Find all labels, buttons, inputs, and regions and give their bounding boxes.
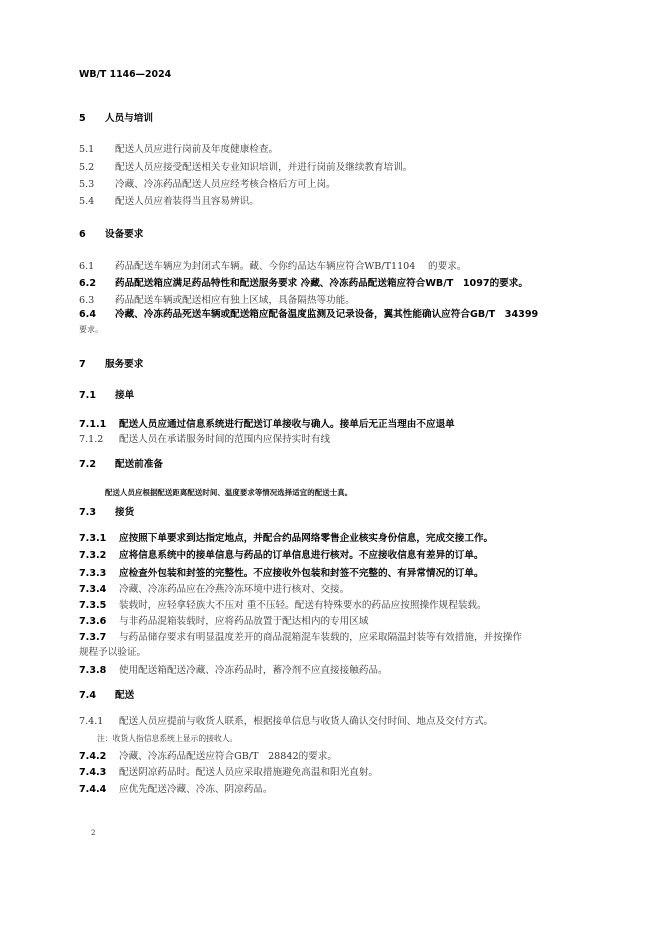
section-number: 5 — [79, 113, 86, 124]
clause-7-4-2 — [79, 751, 337, 763]
clause-text: 应优先配送冷藏、冷冻、阴凉药品。 — [119, 784, 273, 795]
clause-text: 冷藏、冷冻药品配送人员应经考核合格后方可上岗。 — [115, 179, 336, 190]
clause-number: 7.3.7 — [79, 632, 107, 643]
clause-number: 7.3.8 — [79, 665, 107, 676]
clause-6-2 — [79, 278, 528, 290]
clause-number: 5.2 — [79, 162, 95, 173]
clause-number: 7.3.4 — [79, 584, 107, 595]
clause-7-3-1 — [79, 533, 493, 545]
subsection-title: 配送前准备 — [115, 459, 163, 470]
clause-text: 冷藏、冷冻药品死送车辆或配送箱应配备温度监测及记录设备，翼其性能确认应符合GB/T 34399 — [115, 309, 539, 320]
clause-7-3-7 — [79, 632, 522, 644]
clause-7-3-7-continuation: 规程予以验证。 — [79, 647, 147, 658]
clause-number: 7.4.3 — [79, 767, 107, 778]
clause-text: 应将信息系统中的接单信息与药品的订单信息进行核对。不应接收信息有差异的订单。 — [119, 550, 484, 561]
subsection-heading-7-2 — [79, 459, 163, 471]
clause-number: 5.3 — [79, 179, 95, 190]
section-heading-6 — [79, 229, 143, 241]
clause-text: 冷藏、冷冻药品应在冷燕冷冻环境中进行核对、交接。 — [119, 584, 350, 595]
subsection-heading-7-1 — [79, 390, 134, 402]
subsection-heading-7-3 — [79, 507, 134, 519]
clause-5-2 — [79, 162, 412, 174]
section-title: 设备要求 — [105, 229, 144, 240]
clause-6-4 — [79, 309, 538, 321]
clause-5-1 — [79, 144, 278, 156]
clause-text: 与非药品混箱装载时，应将药品放置于配达相内的专用区域 — [119, 616, 369, 627]
subsection-number: 7.2 — [79, 459, 96, 470]
clause-number: 5.4 — [79, 196, 95, 207]
clause-number: 6.3 — [79, 295, 95, 306]
subsection-number: 7.1 — [79, 390, 96, 401]
clause-number: 7.1.2 — [79, 434, 104, 445]
clause-text: 装载时，应轻拿轻族大不压对 重不压轻。配送有特殊要水的药品应按照操作规程装载。 — [119, 600, 487, 611]
subsection-number: 7.4 — [79, 690, 96, 701]
clause-7-3-6 — [79, 616, 368, 628]
clause-5-4 — [79, 196, 259, 208]
clause-7-3-3 — [79, 568, 484, 580]
clause-6-4-continuation: 要求。 — [79, 325, 103, 334]
clause-number: 7.3.1 — [79, 533, 107, 544]
standard-number: WB/T 1146—2024 — [79, 69, 172, 80]
section-heading-7 — [79, 359, 143, 371]
clause-text: 配送人员应接受配送相关专业知识培训，并进行岗前及继续教育培训。 — [115, 162, 413, 173]
clause-text: 配送人员应进行岗前及年度健康检查。 — [115, 144, 279, 155]
clause-7-1-2 — [79, 434, 330, 446]
section-number: 7 — [79, 359, 86, 370]
clause-number: 6.1 — [79, 261, 95, 272]
section-title: 服务要求 — [105, 359, 144, 370]
subsection-number: 7.3 — [79, 507, 96, 518]
clause-number: 5.1 — [79, 144, 95, 155]
section-heading-5 — [79, 113, 153, 125]
clause-number: 7.3.5 — [79, 600, 107, 611]
clause-7-4-4 — [79, 784, 273, 796]
clause-text: 配送阴凉药品时。配送人员应采取措施避免高温和阳光直射。 — [119, 767, 379, 778]
clause-text: 配送人员应提前与收货人联系，根据接单信息与收货人确认交付时间、地点及交付方式。 — [119, 716, 494, 727]
clause-number: 7.4.2 — [79, 751, 107, 762]
clause-7-3-5 — [79, 600, 487, 612]
clause-text: 冷藏、冷冻药品配送应符合GB/T 28842的要求。 — [119, 751, 337, 762]
clause-text: 配送人员应着装得当且容易辨识。 — [115, 196, 259, 207]
section-number: 6 — [79, 229, 86, 240]
clause-number: 7.3.6 — [79, 616, 107, 627]
subsection-title: 接单 — [115, 390, 135, 401]
clause-7-1-1 — [79, 419, 455, 431]
clause-number: 6.2 — [79, 278, 96, 289]
clause-number: 7.4.4 — [79, 784, 107, 795]
clause-text: 配送人员在承诺服务时间的范围内应保持实时有线 — [119, 434, 331, 445]
clause-number: 7.3.2 — [79, 550, 107, 561]
clause-number: 7.3.3 — [79, 568, 107, 579]
page-number: 2 — [91, 829, 96, 837]
clause-text: 应检查外包装和封签的完整性。不应接收外包装和封签不完整的、有异常情况的订单。 — [119, 568, 484, 579]
subsection-title: 配送 — [115, 690, 135, 701]
note-7-4-1: 注：收货人指信息系统上显示的接收人。 — [97, 734, 238, 743]
clause-text: 药品配送车辆应为封闭式车辆。藏、今你约品达车辆应符合WB/T1104 的要求。 — [115, 261, 467, 272]
clause-7-2-text: 配送人员应根据配送距离配送时间、温度要求等情况选择适宜的配送士真。 — [105, 488, 353, 497]
clause-5-3 — [79, 179, 336, 191]
subsection-heading-7-4 — [79, 690, 134, 702]
clause-text: 与药品储存要求有明显温度差开的商品混箱混车装载的，应采取隔温封装等有效措施，并按操作 — [119, 632, 522, 643]
clause-7-3-4 — [79, 584, 349, 596]
clause-text: 使用配送箱配送冷藏、冷冻药品时，蓄冷剂不应直接接触药品。 — [119, 665, 388, 676]
clause-6-3 — [79, 295, 355, 307]
clause-number: 7.1.1 — [79, 419, 107, 430]
clause-text: 配送人员应通过信息系统进行配送订单接收与确人。接单后无正当理由不应退单 — [119, 419, 455, 430]
clause-text: 药品配送箱应满足药品特性和配送服务要求 冷藏、冷冻药品配送箱应符合WB/T 1097的要求。 — [115, 278, 528, 289]
clause-7-4-3 — [79, 767, 378, 779]
clause-7-3-8 — [79, 665, 388, 677]
clause-6-1 — [79, 261, 466, 273]
clause-number: 7.4.1 — [79, 716, 104, 727]
section-title: 人员与培训 — [105, 113, 153, 124]
clause-7-4-1 — [79, 716, 493, 728]
clause-text: 药品配送车辆或配送相应有独上区域，具备隔热等功能。 — [115, 295, 355, 306]
clause-7-3-2 — [79, 550, 484, 562]
clause-number: 6.4 — [79, 309, 96, 320]
subsection-title: 接货 — [115, 507, 135, 518]
clause-text: 应按照下单要求到达指定地点，并配合约品网络零售企业核实身份信息，完成交接工作。 — [119, 533, 494, 544]
